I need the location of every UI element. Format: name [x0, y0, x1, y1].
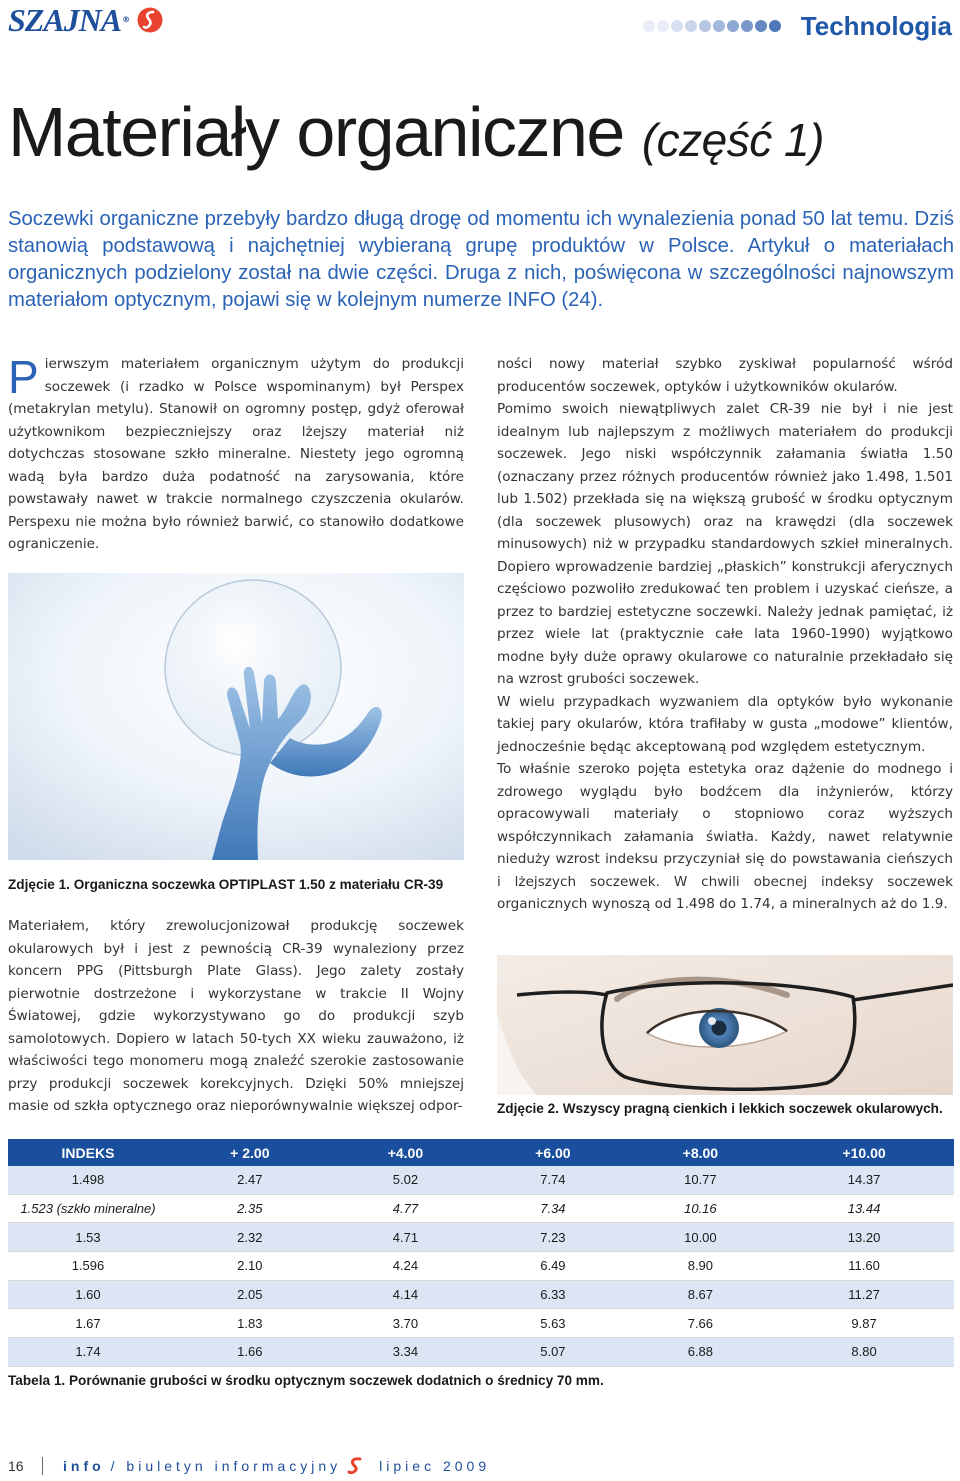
- table-cell: 5.02: [332, 1166, 479, 1194]
- table-cell: 14.37: [774, 1166, 954, 1194]
- table-caption: Tabela 1. Porównanie grubości w środku optycznym soczewek dodatnich o średnicy 70 mm.: [8, 1373, 604, 1388]
- photo1-caption: Zdjęcie 1. Organiczna soczewka OPTIPLAST 1.50 z materiału CR-39: [8, 877, 444, 892]
- article-title: [8, 82, 956, 190]
- paragraph-perspex: Pierwszym materiałem organicznym użytym do produkcji soczewek (i rzadko w Polsce wspominanym) był Perspex (metakrylan metylu). Stanowił on ogromny postęp, gdyż oferował użytkownikom bezpieczniejszy oraz lżejszy materiał niż dotychczas stosowane szkło mineralne. Niestety jego ogromną wadą była bardzo duża podatność na zarysowania, które powstawały nawet w trakcie normalnego czyszczenia okularów. Perspexu nie można było również barwić, co stanowiło dodatkowe ograniczenie.: [8, 351, 464, 552]
- footer-divider: [42, 1457, 43, 1475]
- table-cell: 3.34: [332, 1338, 479, 1367]
- drop-cap: P: [8, 351, 39, 403]
- table-header-cell: INDEKS: [8, 1139, 168, 1166]
- table-cell: 11.27: [774, 1280, 954, 1309]
- table-cell: 7.74: [479, 1166, 626, 1194]
- table-cell: 9.87: [774, 1309, 954, 1338]
- table-cell: 5.63: [479, 1309, 626, 1338]
- decorative-dot: [657, 20, 669, 32]
- table-header-cell: +8.00: [627, 1139, 774, 1166]
- table-cell: 13.44: [774, 1194, 954, 1223]
- table-cell: 1.596: [8, 1252, 168, 1281]
- paragraph-cr39: Materiałem, który zrewolucjonizował produkcję soczewek okularowych był i jest z pewnością CR-39 wynaleziony przez koncern PPG (Pittsburgh Plate Glass). Jego zalety zostały pierwotnie dostrzeżone i wykorzystane w trakcie II Wojny Światowej, gdzie wykorzystywano go do produkcji szyb samolotowych. Dopiero w latach 50-tych XX wieku zauważono, iż właściwości tego monomeru mogą znaleźć szerokie zastosowanie przy produkcji soczewek korekcyjnych. Dzięki 50% mniejszej masie od szkła optycznego oraz nieporównywalnie większej odpor-: [8, 918, 464, 1114]
- table-row: [8, 1166, 954, 1194]
- photo-eye-glasses: [497, 955, 953, 1095]
- table-cell: 1.74: [8, 1338, 168, 1367]
- table-cell: 10.16: [627, 1194, 774, 1223]
- table-header-row: [8, 1139, 954, 1166]
- article-lead: Soczewki organiczne przebyły bardzo długą drogę od momentu ich wynalezienia ponad 50 lat temu. Dziś stanowią podstawową i najchętniej wybieraną grupę produktów w Polsce. Artykuł o materiałach organicznych podzielony został na dwie części. Druga z nich, poświęcona w szczególności najnowszym materiałom optycznym, pojawi się w kolejnym numerze INFO (24).: [8, 208, 954, 311]
- table-cell: 10.00: [627, 1223, 774, 1252]
- szajna-logo: [8, 2, 163, 38]
- paragraph-aesthetics: To właśnie szeroko pojęta estetyka oraz dążenie do modnego i zdrowego wyglądu było bodźcem dla inżynierów, którzy opracowywali materiały o stopniowo coraz wyższych współczynnikach załamania światła. Każdy, nawet relatywnie nieduży wzrost indeksu przyczyniał się do powstawania cieńszych i lżejszych soczewek. W chwili obecnej indeksy soczewek organicznych wynoszą od 1.498 do 1.74, a mineralnych aż do 1.9.: [497, 761, 953, 912]
- left-column-cr39: [8, 915, 464, 1118]
- table-cell: 13.20: [774, 1223, 954, 1252]
- table-cell: 6.88: [627, 1338, 774, 1367]
- table-cell: 8.80: [774, 1338, 954, 1367]
- table-cell: 1.83: [168, 1309, 332, 1338]
- table-cell: 2.32: [168, 1223, 332, 1252]
- decorative-dot: [713, 20, 725, 32]
- decorative-dot: [769, 20, 781, 32]
- szajna-mark-icon: [347, 1457, 363, 1475]
- table-cell: 11.60: [774, 1252, 954, 1281]
- table-cell: 4.71: [332, 1223, 479, 1252]
- lens-thickness-table: [8, 1139, 954, 1367]
- table-cell: 2.10: [168, 1252, 332, 1281]
- table-row: [8, 1309, 954, 1338]
- logo-wordmark: SZAJNA®: [8, 2, 130, 38]
- table-cell: 7.23: [479, 1223, 626, 1252]
- table-cell: 2.47: [168, 1166, 332, 1194]
- section-title: Technologia: [800, 11, 952, 41]
- page-footer: [8, 1451, 490, 1481]
- paragraph-popularity: ności nowy materiał szybko zyskiwał popularność wśród producentów soczewek, optyków i użytkowników okularów.: [497, 356, 953, 395]
- table-cell: 7.66: [627, 1309, 774, 1338]
- table-cell: 5.07: [479, 1338, 626, 1367]
- table-cell: 2.35: [168, 1194, 332, 1223]
- decorative-dot: [685, 20, 697, 32]
- table-header-cell: + 2.00: [168, 1139, 332, 1166]
- table-cell: 4.24: [332, 1252, 479, 1281]
- table-header-cell: +6.00: [479, 1139, 626, 1166]
- left-column-intro: [8, 353, 464, 556]
- table-row: [8, 1252, 954, 1281]
- szajna-emblem-icon: [137, 7, 163, 33]
- table-row: [8, 1338, 954, 1367]
- photo-lens-in-hand: [8, 573, 464, 860]
- table-cell: 1.66: [168, 1338, 332, 1367]
- table-cell: 7.34: [479, 1194, 626, 1223]
- decorative-dots: [643, 20, 781, 32]
- table-cell: 4.77: [332, 1194, 479, 1223]
- decorative-dot: [699, 20, 711, 32]
- footer-date: lipiec 2009: [379, 1458, 491, 1474]
- table-row: [8, 1223, 954, 1252]
- table-cell: 8.67: [627, 1280, 774, 1309]
- table-cell: 1.67: [8, 1309, 168, 1338]
- article-title-main: Materiały organiczne: [8, 93, 624, 171]
- table-cell: 2.05: [168, 1280, 332, 1309]
- table-row: [8, 1280, 954, 1309]
- decorative-dot: [755, 20, 767, 32]
- table-cell: 6.49: [479, 1252, 626, 1281]
- decorative-dot: [643, 20, 655, 32]
- table-header-cell: +4.00: [332, 1139, 479, 1166]
- table-cell: 8.90: [627, 1252, 774, 1281]
- photo2-caption: Zdjęcie 2. Wszyscy pragną cienkich i lekkich soczewek okularowych.: [497, 1101, 943, 1116]
- table-cell: 4.14: [332, 1280, 479, 1309]
- paragraph-limitations: Pomimo swoich niewątpliwych zalet CR-39 nie był i nie jest idealnym lub najlepszym z możliwych materiałem do produkcji soczewek. Jego niski współczynnik załamania światła 1.50 (oznaczany przez różnych producentów również jako 1.498, 1.501 lub 1.502) przekłada się na większą grubość w środku optycznym (dla soczewek plusowych) oraz na krawędzi (dla soczewek minusowych) niż w przypadku standardowych szkieł mineralnych. Dopiero wprowadzenie bardziej „płaskich” konstrukcji aferycznych częściowo pozwoliło zredukować ten problem i uzyskać cieńsze, a przez to bardziej estetyczne soczewki. Należy jednak pamiętać, iż przez wiele lat (praktycznie całe lata 1960-1990) wyjątkowo modne były duże oprawy okularowe co naturalnie przekładało się na wzrost grubości soczewek.: [497, 401, 953, 687]
- table-cell: 10.77: [627, 1166, 774, 1194]
- table-cell: 6.33: [479, 1280, 626, 1309]
- decorative-dot: [741, 20, 753, 32]
- paragraph-challenge: W wielu przypadkach wyzwaniem dla optyków było wykonanie takiej pary okularów, która trafiłaby w gusta „modowe” klientów, jednocześnie będąc akceptowaną pod względem estetycznym.: [497, 693, 953, 755]
- table-cell: 1.523 (szkło mineralne): [8, 1194, 168, 1223]
- table-cell: 1.60: [8, 1280, 168, 1309]
- table-row: [8, 1194, 954, 1223]
- table-cell: 1.53: [8, 1223, 168, 1252]
- decorative-dot: [671, 20, 683, 32]
- footer-brand: info: [63, 1458, 105, 1474]
- decorative-dot: [727, 20, 739, 32]
- right-column: [497, 353, 953, 916]
- table-header-cell: +10.00: [774, 1139, 954, 1166]
- table-cell: 1.498: [8, 1166, 168, 1194]
- page-number: 16: [8, 1458, 24, 1474]
- article-title-part: (część 1): [641, 114, 824, 166]
- footer-tagline: / biuletyn informacyjny: [110, 1458, 342, 1474]
- table-cell: 3.70: [332, 1309, 479, 1338]
